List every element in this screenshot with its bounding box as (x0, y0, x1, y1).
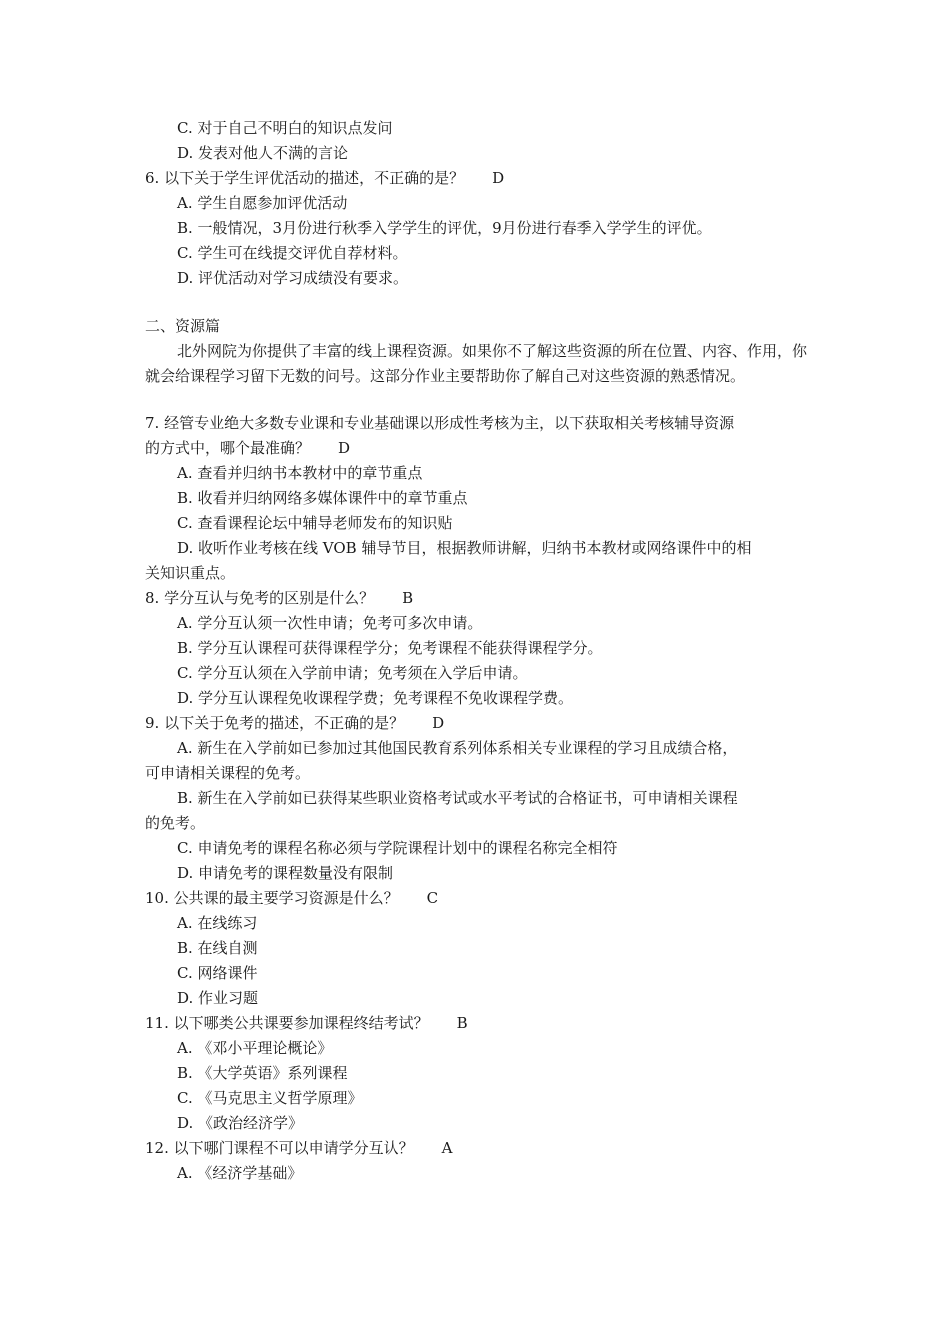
q8-option-a: A. 学分互认须一次性申请；免考可多次申请。 (177, 614, 483, 632)
question-7-answer: D (338, 439, 351, 457)
q9-option-d: D. 申请免考的课程数量没有限制 (177, 864, 394, 882)
q7-option-a: A. 查看并归纳书本教材中的章节重点 (177, 464, 423, 482)
q8-option-c: C. 学分互认须在入学前申请；免考须在入学后申请。 (177, 664, 528, 682)
question-10-text: 10. 公共课的最主要学习资源是什么？ (145, 889, 399, 907)
spacer (145, 389, 815, 411)
question-10-answer: C (426, 889, 439, 907)
q11-option-b: B. 《大学英语》系列课程 (177, 1064, 348, 1082)
q8-option-b: B. 学分互认课程可获得课程学分；免考课程不能获得课程学分。 (177, 639, 603, 657)
q10-option-d: D. 作业习题 (177, 989, 259, 1007)
q6-option-a: A. 学生自愿参加评优活动 (177, 194, 348, 212)
question-6-answer: D (492, 169, 505, 187)
question-6 (145, 166, 815, 191)
q9-option-b-line2: 的免考。 (145, 814, 206, 832)
q9-option-a-line1: A. 新生在入学前如已参加过其他国民教育系列体系相关专业课程的学习且成绩合格， (177, 739, 738, 757)
prev-option-d: D. 发表对他人不满的言论 (177, 144, 349, 162)
question-7-line1: 7. 经管专业绝大多数专业课和专业基础课以形成性考核为主，以下获取相关考核辅导资源 (145, 414, 735, 432)
q10-option-b: B. 在线自测 (177, 939, 258, 957)
question-9-text: 9. 以下关于免考的描述，不正确的是？ (145, 714, 405, 732)
question-8-text: 8. 学分互认与免考的区别是什么？ (145, 589, 375, 607)
q10-option-c: C. 网络课件 (177, 964, 258, 982)
q11-option-a: A. 《邓小平理论概论》 (177, 1039, 333, 1057)
question-10 (145, 886, 815, 911)
section-heading: 二、资源篇 (145, 317, 221, 335)
q9-option-b-line1: B. 新生在入学前如已获得某些职业资格考试或水平考试的合格证书，可申请相关课程 (177, 789, 738, 807)
prev-option-c: C. 对于自己不明白的知识点发问 (177, 119, 393, 137)
question-7-line2 (145, 436, 815, 461)
q6-option-d: D. 评优活动对学习成绩没有要求。 (177, 269, 409, 287)
q6-option-c: C. 学生可在线提交评优自荐材料。 (177, 244, 408, 262)
question-11 (145, 1011, 815, 1036)
spacer (145, 291, 815, 314)
question-12-answer: A (441, 1139, 453, 1157)
q10-option-a: A. 在线练习 (177, 914, 258, 932)
q9-option-c: C. 申请免考的课程名称必须与学院课程计划中的课程名称完全相符 (177, 839, 618, 857)
question-12-text: 12. 以下哪门课程不可以申请学分互认？ (145, 1139, 414, 1157)
q7-option-b: B. 收看并归纳网络多媒体课件中的章节重点 (177, 489, 468, 507)
q7-option-d-line1: D. 收听作业考核在线 VOB 辅导节目，根据教师讲解，归纳书本教材或网络课件中的相 (177, 539, 752, 557)
q7-option-d-line2: 关知识重点。 (145, 564, 236, 582)
q7-option-c: C. 查看课程论坛中辅导老师发布的知识贴 (177, 514, 453, 532)
q8-option-d: D. 学分互认课程免收课程学费；免考课程不免收课程学费。 (177, 689, 574, 707)
question-9-answer: D (432, 714, 445, 732)
q9-option-a-line2: 可申请相关课程的免考。 (145, 764, 311, 782)
q11-option-c: C. 《马克思主义哲学原理》 (177, 1089, 363, 1107)
q11-option-d: D. 《政治经济学》 (177, 1114, 304, 1132)
q6-option-b: B. 一般情况，3月份进行秋季入学学生的评优，9月份进行春季入学学生的评优。 (177, 219, 712, 237)
question-8-answer: B (402, 589, 414, 607)
question-8 (145, 586, 815, 611)
page-content (145, 116, 815, 1186)
question-11-text: 11. 以下哪类公共课要参加课程终结考试？ (145, 1014, 429, 1032)
section-intro: 北外网院为你提供了丰富的线上课程资源。如果你不了解这些资源的所在位置、内容、作用，你就会给课程学习留下无数的问号。这部分作业主要帮助你了解自己对这些资源的熟悉情况。 (145, 342, 808, 385)
q12-option-a: A. 《经济学基础》 (177, 1164, 303, 1182)
question-12 (145, 1136, 815, 1161)
question-11-answer: B (456, 1014, 468, 1032)
question-7-text: 的方式中，哪个最准确？ (145, 439, 311, 457)
question-6-text: 6. 以下关于学生评优活动的描述，不正确的是？ (145, 169, 465, 187)
question-9 (145, 711, 815, 736)
